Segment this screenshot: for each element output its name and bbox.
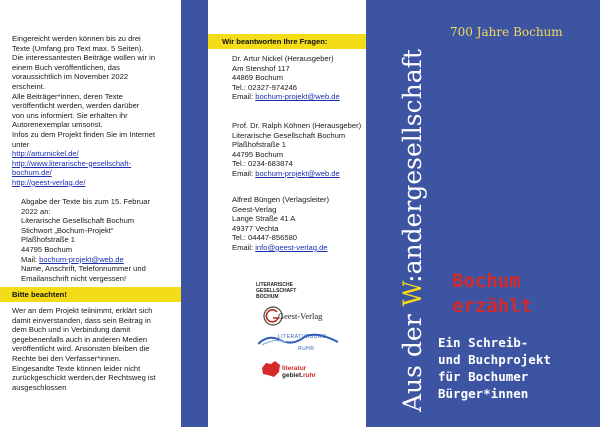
email-label: Email:	[232, 242, 256, 252]
litgebiet-line-2a: gebiet.	[282, 372, 303, 379]
cover-subtitle-line: Ein Schreib-	[438, 335, 529, 350]
text-line: veröffentlicht wird. Ansonsten bleiben die	[12, 344, 150, 354]
text-line: Infos zu dem Projekt finden Sie im Internet	[12, 129, 156, 139]
text-line: unter	[12, 139, 30, 149]
vertical-title	[398, 49, 427, 412]
text-line: Texte (Umfang pro Text max. 5 Seiten).	[12, 43, 144, 53]
email-line	[232, 92, 340, 102]
cover-title-erzaehlt: erzählt	[452, 295, 533, 317]
email-line	[232, 169, 361, 179]
cover-subtitle-line: und Buchprojekt	[438, 352, 551, 367]
text-line: gegebenenfalls auch in anderen Medien	[12, 334, 148, 344]
text-line: Prof. Dr. Ralph Köhnen (Herausgeber)	[232, 121, 362, 130]
logo-text-line: GESELLSCHAFT	[256, 288, 297, 294]
text-line: dem Buch und in Verbindung damit	[12, 325, 131, 335]
notice-text	[12, 306, 156, 392]
vertical-title-suffix: :andergesellschaft	[398, 49, 427, 283]
text-line: Am Stenshof 117	[232, 63, 290, 73]
text-line: ausgeschlossen	[12, 382, 67, 392]
cover-title-bochum: Bochum	[452, 270, 521, 292]
litgebiet-text	[282, 365, 316, 379]
contact-block-2	[232, 121, 361, 179]
email-label: Email:	[232, 92, 256, 102]
text-line: Plaßhofstraße 1	[232, 140, 287, 150]
text-line: Die interessantesten Beiträge wollen wir in	[12, 53, 156, 63]
litbuero-logo	[258, 332, 338, 354]
text-line: Wer an dem Projekt teilnimmt, erklärt sich	[12, 306, 153, 315]
text-line: einem Buch veröffentlichen, das	[12, 62, 120, 72]
contact-block-1	[232, 54, 340, 102]
text-line: 2022 an:	[21, 206, 51, 216]
text-line: 44795 Bochum	[232, 149, 284, 159]
email-link[interactable]: bochum-projekt@web.de	[255, 92, 340, 102]
notice-title: Bitte beachten!	[12, 290, 67, 299]
text-line: Name, Anschrift, Telefonnummer und	[21, 264, 146, 274]
text-line: Rechte bei den Verfasser*innen.	[12, 353, 121, 363]
mail-label: Mail:	[21, 254, 40, 264]
text-line: voraussichtlich im November 2022	[12, 72, 129, 82]
text-line: Tel.: 04447-856580	[232, 233, 298, 243]
text-line: Dr. Artur Nickel (Herausgeber)	[232, 54, 334, 63]
text-line: zurückgeschickt werden,der Rechtsweg ist	[12, 373, 156, 383]
logo-text-line: BOCHUM	[256, 294, 279, 300]
geest-logo	[262, 305, 332, 329]
intro-text	[12, 34, 155, 188]
text-line: Eingesandte Texte können leider nicht	[12, 363, 141, 373]
text-line: Literarische Gesellschaft Bochum	[21, 216, 135, 226]
litgebiet-logo	[260, 360, 340, 386]
abgabe-text	[21, 197, 150, 283]
ruhr-map-icon	[260, 360, 282, 380]
text-line: Abgabe der Texte bis zum 15. Februar	[21, 197, 151, 206]
litgebiet-line-2b: ruhr	[302, 372, 316, 379]
email-link[interactable]: info@geest-verlag.de	[255, 242, 328, 252]
text-line: Plaßhofstraße 1	[21, 235, 76, 245]
email-link[interactable]: bochum-projekt@web.de	[255, 168, 340, 178]
vertical-title-letter: W	[398, 282, 427, 307]
cover-subtitle-line: Bürger*innen	[438, 386, 529, 401]
litbuero-bottom-text: RUHR	[298, 346, 315, 352]
contact-header-title: Wir beantworten Ihre Fragen:	[222, 37, 328, 46]
litges-logo	[256, 282, 316, 300]
mail-line	[21, 255, 150, 265]
text-line: Autorenexemplar umsonst.	[12, 120, 103, 130]
contact-header	[208, 34, 366, 49]
text-line: Tel.: 0234-683874	[232, 159, 293, 169]
contact-panel	[208, 0, 366, 427]
contact-block-3	[232, 195, 329, 253]
link-geest[interactable]: http://geest-verlag.de/	[12, 177, 86, 187]
text-line: 44795 Bochum	[21, 244, 73, 254]
geest-logo-text: Geest-Verlag	[278, 311, 323, 321]
text-line: damit einverstanden, dass sein Beitrag in	[12, 315, 151, 325]
text-line: erscheint.	[12, 81, 45, 91]
link-litges[interactable]: http://www.literarische-gesellschaft-	[12, 158, 132, 168]
text-line: 49377 Vechta	[232, 223, 279, 233]
text-line: veröffentlicht werden, werden darüber	[12, 101, 140, 111]
email-line	[232, 243, 329, 253]
cover-subtitle-line: für Bochumer	[438, 369, 529, 384]
vertical-title-prefix: Aus der	[398, 306, 427, 412]
litgebiet-line-1: literatur	[282, 365, 307, 372]
text-line: Tel.: 02327-974246	[232, 82, 298, 92]
info-panel	[0, 0, 181, 427]
litbuero-top-text: LITERATURBÜRO	[278, 334, 327, 340]
text-line: Alle Beiträger*innen, deren Texte	[12, 91, 123, 101]
text-line: Stichwort „Bochum-Projekt“	[21, 225, 114, 235]
text-line: Eingereicht werden können bis zu drei	[12, 34, 141, 43]
text-line: 44869 Bochum	[232, 73, 284, 83]
text-line: Emailanschrift nicht vergessen!	[21, 273, 127, 283]
mail-link[interactable]: bochum-projekt@web.de	[39, 254, 124, 264]
text-line: Lange Straße 41 A	[232, 214, 296, 224]
litges-logo-text	[256, 282, 316, 300]
text-line: Geest-Verlag	[232, 204, 277, 214]
text-line: Literarische Gesellschaft Bochum	[232, 130, 346, 140]
notice-header	[0, 287, 181, 302]
email-label: Email:	[232, 168, 256, 178]
link-arturnickel[interactable]: http://arturnickel.de/	[12, 149, 79, 159]
logo-text-line: LITERARISCHE	[256, 282, 293, 288]
link-litges-cont[interactable]: bochum.de/	[12, 168, 52, 178]
anniversary-label: 700 Jahre Bochum	[450, 25, 563, 39]
text-line: von uns informiert. Sie erhalten ihr	[12, 110, 128, 120]
text-line: Alfred Büngen (Verlagsleiter)	[232, 195, 330, 204]
